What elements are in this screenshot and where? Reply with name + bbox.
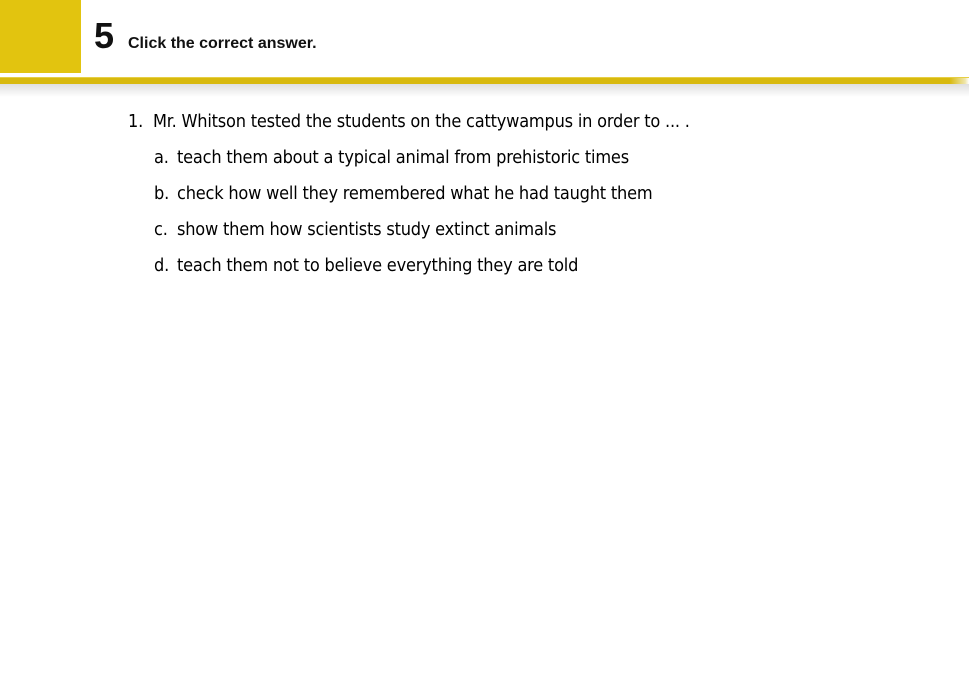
question-text: Mr. Whitson tested the students on the cattywampus in order to ... . [153,111,690,132]
option-text-a: teach them about a typical animal from prehistoric times [177,147,629,168]
option-letter-a: a. [154,147,169,168]
option-text-d: teach them not to believe everything they are told [177,255,579,276]
exercise-number: 5 [94,15,115,56]
question-number: 1. [128,111,144,132]
option-letter-c: c. [154,219,168,240]
corner-accent-square [0,0,81,73]
answer-option-d[interactable] [154,248,888,284]
answer-option-b[interactable] [154,176,888,212]
option-text-c: show them how scientists study extinct animals [177,219,557,240]
option-letter-d: d. [154,255,170,276]
answer-option-c[interactable] [154,212,888,248]
option-letter-b: b. [154,183,170,204]
divider-bar [0,77,969,84]
answer-option-a[interactable] [154,140,888,176]
instruction-text: Click the correct answer. [128,35,317,52]
option-text-b: check how well they remembered what he had taught them [177,183,653,204]
divider-shadow [0,84,969,97]
question-block [128,104,888,284]
question-row [128,104,888,140]
